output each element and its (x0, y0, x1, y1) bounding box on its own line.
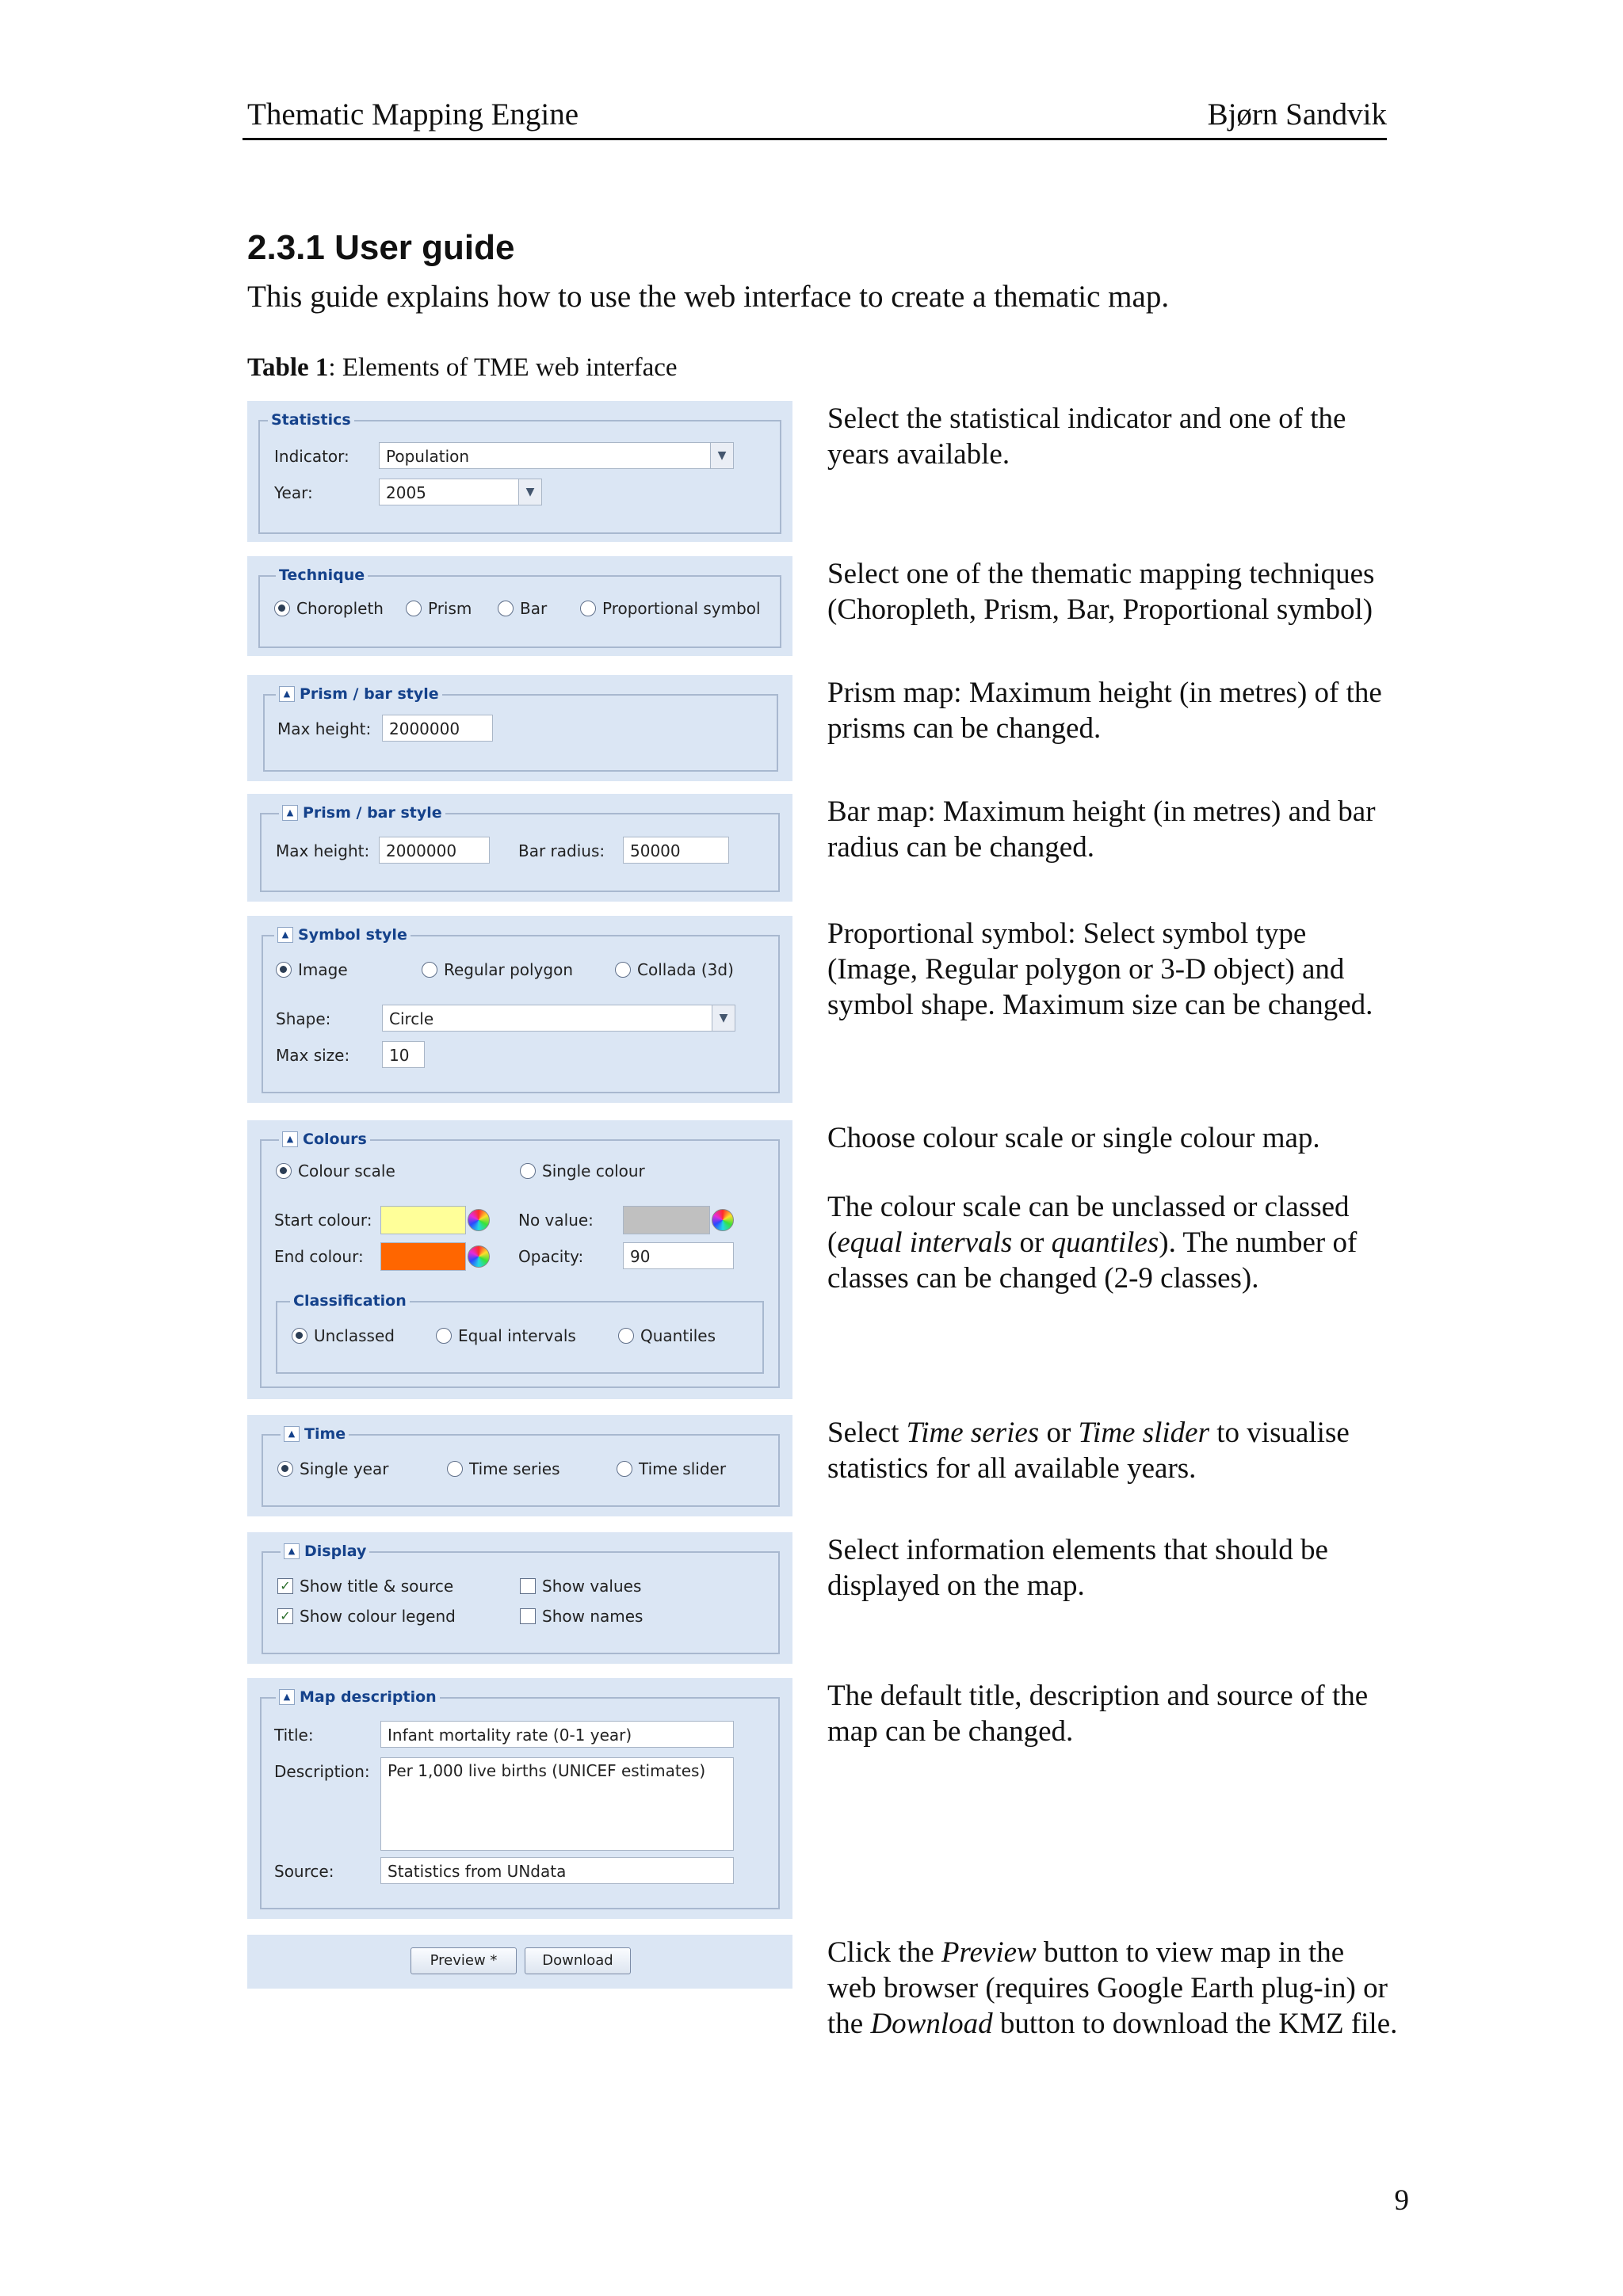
radio-single-year-indicator[interactable] (277, 1461, 293, 1477)
table-caption-label: Table 1 (247, 353, 329, 382)
radio-collada-indicator[interactable] (615, 962, 631, 978)
colours-desc-part-a: The colour scale can be unclassed or classed ( (827, 1191, 1350, 1259)
download-button[interactable]: Download (525, 1947, 631, 1974)
start-colour-label: Start colour: (274, 1211, 372, 1230)
radio-prism-label: Prism (428, 599, 472, 618)
bar-style-legend: Prism / bar style (303, 804, 442, 822)
display-fieldset (262, 1543, 780, 1654)
radio-quantiles-indicator[interactable] (618, 1328, 634, 1344)
checkbox-show-names-label: Show names (542, 1607, 643, 1626)
header-rule (242, 138, 1387, 140)
collapse-icon[interactable]: ▲ (279, 1689, 295, 1705)
table-caption (247, 353, 678, 383)
radio-quantiles[interactable] (618, 1326, 716, 1345)
radio-collada-label: Collada (3d) (637, 960, 734, 979)
classification-legend: Classification (293, 1292, 407, 1310)
radio-prism-indicator[interactable] (406, 601, 422, 616)
radio-quantiles-label: Quantiles (640, 1326, 716, 1345)
symbol-style-legend: Symbol style (298, 926, 407, 944)
title-input[interactable]: Infant mortality rate (0-1 year) (380, 1721, 734, 1748)
statistics-panel (247, 401, 792, 542)
radio-regular-polygon-indicator[interactable] (422, 962, 437, 978)
time-description (827, 1415, 1398, 1486)
collapse-icon[interactable]: ▲ (277, 927, 293, 943)
map-description-description: The default title, description and source of the map can be changed. (827, 1680, 1369, 1748)
checkbox-show-title-source-label: Show title & source (300, 1577, 454, 1596)
colours-legend: Colours (303, 1131, 367, 1148)
radio-single-colour-label: Single colour (542, 1161, 645, 1180)
indicator-value: Population (386, 447, 470, 466)
colours-desc-quantiles: quantiles (1051, 1226, 1159, 1259)
radio-bar-label: Bar (520, 599, 548, 618)
indicator-label: Indicator: (274, 447, 349, 466)
prism-max-height-input[interactable]: 2000000 (382, 715, 493, 742)
display-panel (247, 1532, 792, 1664)
chevron-down-icon[interactable]: ▼ (712, 1005, 735, 1031)
technique-panel (247, 556, 792, 656)
colours-description-2 (827, 1189, 1398, 1296)
checkbox-show-title-source-box[interactable]: ✓ (277, 1578, 293, 1594)
opacity-label: Opacity: (518, 1247, 584, 1266)
bar-style-description: Bar map: Maximum height (in metres) and bar radius can be changed. (827, 795, 1376, 864)
technique-legend: Technique (279, 566, 365, 584)
bar-max-height-input[interactable]: 2000000 (379, 837, 490, 864)
time-legend: Time (304, 1425, 346, 1443)
checkbox-show-names[interactable] (520, 1607, 643, 1626)
radio-colour-scale-indicator[interactable] (276, 1163, 292, 1179)
source-input[interactable]: Statistics from UNdata (380, 1857, 734, 1884)
map-description-panel (247, 1678, 792, 1919)
year-value: 2005 (386, 483, 426, 502)
year-label: Year: (274, 483, 313, 502)
radio-single-colour-indicator[interactable] (520, 1163, 536, 1179)
radio-proportional-symbol[interactable] (580, 599, 761, 618)
collapse-icon[interactable]: ▲ (284, 1543, 300, 1559)
radio-choropleth-label: Choropleth (296, 599, 384, 618)
time-panel (247, 1415, 792, 1516)
radio-unclassed[interactable] (292, 1326, 395, 1345)
radio-colour-scale[interactable] (276, 1161, 395, 1180)
map-description-legend: Map description (300, 1688, 437, 1706)
collapse-icon[interactable]: ▲ (282, 805, 298, 821)
colour-picker-icon[interactable] (712, 1209, 734, 1231)
prism-style-description: Prism map: Maximum height (in metres) of the prisms can be changed. (827, 677, 1382, 745)
radio-choropleth-indicator[interactable] (274, 601, 290, 616)
checkbox-show-title-source[interactable] (277, 1577, 453, 1596)
radio-single-year-label: Single year (300, 1459, 389, 1478)
technique-description: Select one of the thematic mapping techniques (Choropleth, Prism, Bar, Proportional symbol) (827, 558, 1375, 626)
colours-desc-part-e: ). The number of classes can be changed (2-9 classes). (827, 1226, 1358, 1295)
checkbox-show-colour-legend[interactable] (277, 1607, 456, 1626)
radio-single-colour[interactable] (520, 1161, 645, 1180)
radio-choropleth[interactable] (274, 599, 384, 618)
end-colour-label: End colour: (274, 1247, 364, 1266)
buttons-panel (247, 1935, 792, 1989)
bar-radius-input[interactable]: 50000 (623, 837, 729, 864)
radio-unclassed-label: Unclassed (314, 1326, 395, 1345)
colour-picker-icon[interactable] (468, 1209, 490, 1231)
shape-value: Circle (389, 1009, 434, 1028)
time-desc-time-series: Time series (906, 1417, 1040, 1449)
symbol-style-description: Proportional symbol: Select symbol type (Image, Regular polygon or 3-D object) and symbol shape. Maximum size can be changed. (827, 917, 1373, 1021)
radio-image[interactable] (276, 960, 348, 979)
radio-image-indicator[interactable] (276, 962, 292, 978)
buttons-desc-part-a: Click the (827, 1936, 941, 1969)
max-size-input[interactable]: 10 (382, 1041, 425, 1068)
source-label: Source: (274, 1862, 334, 1881)
buttons-description (827, 1935, 1398, 2042)
running-header-title: Thematic Mapping Engine (247, 97, 579, 132)
colours-desc-part-c: or (1012, 1226, 1052, 1259)
title-label: Title: (274, 1726, 314, 1745)
radio-time-series-label: Time series (469, 1459, 560, 1478)
checkbox-show-values-label: Show values (542, 1577, 642, 1596)
checkbox-show-names-box[interactable] (520, 1608, 536, 1624)
radio-equal-intervals-label: Equal intervals (458, 1326, 576, 1345)
colour-picker-icon[interactable] (468, 1245, 490, 1268)
statistics-description: Select the statistical indicator and one of the years available. (827, 402, 1346, 471)
radio-regular-polygon[interactable] (422, 960, 573, 979)
max-size-label: Max size: (276, 1046, 350, 1065)
page-number: 9 (1394, 2184, 1409, 2217)
colours-description-1: Choose colour scale or single colour map. (827, 1122, 1320, 1154)
colours-desc-equal-intervals: equal intervals (837, 1226, 1013, 1259)
time-desc-part-e: to visualise statistics for all available years. (827, 1417, 1350, 1485)
checkbox-show-values[interactable] (520, 1577, 641, 1596)
shape-label: Shape: (276, 1009, 331, 1028)
running-header-author: Bjørn Sandvik (1207, 97, 1387, 132)
radio-unclassed-indicator[interactable] (292, 1328, 307, 1344)
prism-style-legend: Prism / bar style (300, 685, 439, 703)
preview-button[interactable]: Preview * (411, 1947, 517, 1974)
radio-bar[interactable] (498, 599, 547, 618)
end-colour-swatch[interactable] (380, 1242, 466, 1271)
time-desc-part-c: or (1039, 1417, 1079, 1449)
prism-style-panel (247, 675, 792, 781)
radio-equal-intervals-indicator[interactable] (436, 1328, 452, 1344)
radio-time-slider-indicator[interactable] (617, 1461, 632, 1477)
collapse-icon[interactable]: ▲ (284, 1426, 300, 1442)
radio-equal-intervals[interactable] (436, 1326, 576, 1345)
colours-panel (247, 1120, 792, 1399)
collapse-icon[interactable]: ▲ (279, 686, 295, 702)
statistics-legend: Statistics (271, 411, 351, 429)
section-intro: This guide explains how to use the web interface to create a thematic map. (247, 280, 1170, 314)
symbol-style-panel (247, 916, 792, 1103)
chevron-down-icon[interactable]: ▼ (518, 479, 541, 505)
prism-max-height-label: Max height: (277, 719, 372, 738)
no-value-label: No value: (518, 1211, 594, 1230)
radio-image-label: Image (298, 960, 348, 979)
buttons-desc-download: Download (870, 2008, 993, 2040)
bar-style-panel (247, 794, 792, 902)
no-value-colour-swatch[interactable] (623, 1206, 710, 1234)
shape-select[interactable] (382, 1005, 735, 1032)
buttons-desc-preview: Preview (941, 1936, 1037, 1969)
radio-single-year[interactable] (277, 1459, 388, 1478)
buttons-desc-part-c: button to view map in the web browser (requires Google Earth plug-in) or the (827, 1936, 1388, 2040)
radio-proportional-symbol-indicator[interactable] (580, 601, 596, 616)
checkbox-show-colour-legend-label: Show colour legend (300, 1607, 456, 1626)
description-label: Description: (274, 1762, 370, 1781)
chevron-down-icon[interactable]: ▼ (710, 443, 733, 468)
bar-radius-label: Bar radius: (518, 841, 605, 860)
year-select[interactable] (379, 479, 542, 505)
radio-regular-polygon-label: Regular polygon (444, 960, 573, 979)
statistics-fieldset (258, 411, 781, 534)
bar-max-height-label: Max height: (276, 841, 370, 860)
indicator-select[interactable] (379, 442, 734, 469)
description-textarea[interactable]: Per 1,000 live births (UNICEF estimates) (380, 1757, 734, 1851)
checkbox-show-colour-legend-box[interactable]: ✓ (277, 1608, 293, 1624)
radio-proportional-symbol-label: Proportional symbol (602, 599, 761, 618)
radio-bar-indicator[interactable] (498, 601, 514, 616)
start-colour-swatch[interactable] (380, 1206, 466, 1234)
collapse-icon[interactable]: ▲ (282, 1131, 298, 1147)
buttons-desc-part-e: button to download the KMZ file. (992, 2008, 1398, 2040)
radio-time-series[interactable] (447, 1459, 560, 1478)
checkbox-show-values-box[interactable] (520, 1578, 536, 1594)
time-desc-part-a: Select (827, 1417, 907, 1449)
radio-time-slider[interactable] (617, 1459, 726, 1478)
radio-colour-scale-label: Colour scale (298, 1161, 395, 1180)
radio-time-slider-label: Time slider (639, 1459, 727, 1478)
display-description: Select information elements that should be displayed on the map. (827, 1534, 1328, 1602)
radio-prism[interactable] (406, 599, 472, 618)
time-desc-time-slider: Time slider (1078, 1417, 1210, 1449)
opacity-input[interactable]: 90 (623, 1242, 734, 1269)
section-title: 2.3.1 User guide (247, 228, 515, 267)
table-caption-text: : Elements of TME web interface (328, 353, 678, 382)
display-legend: Display (304, 1543, 367, 1560)
radio-collada[interactable] (615, 960, 734, 979)
radio-time-series-indicator[interactable] (447, 1461, 463, 1477)
colours-description (827, 1120, 1398, 1296)
